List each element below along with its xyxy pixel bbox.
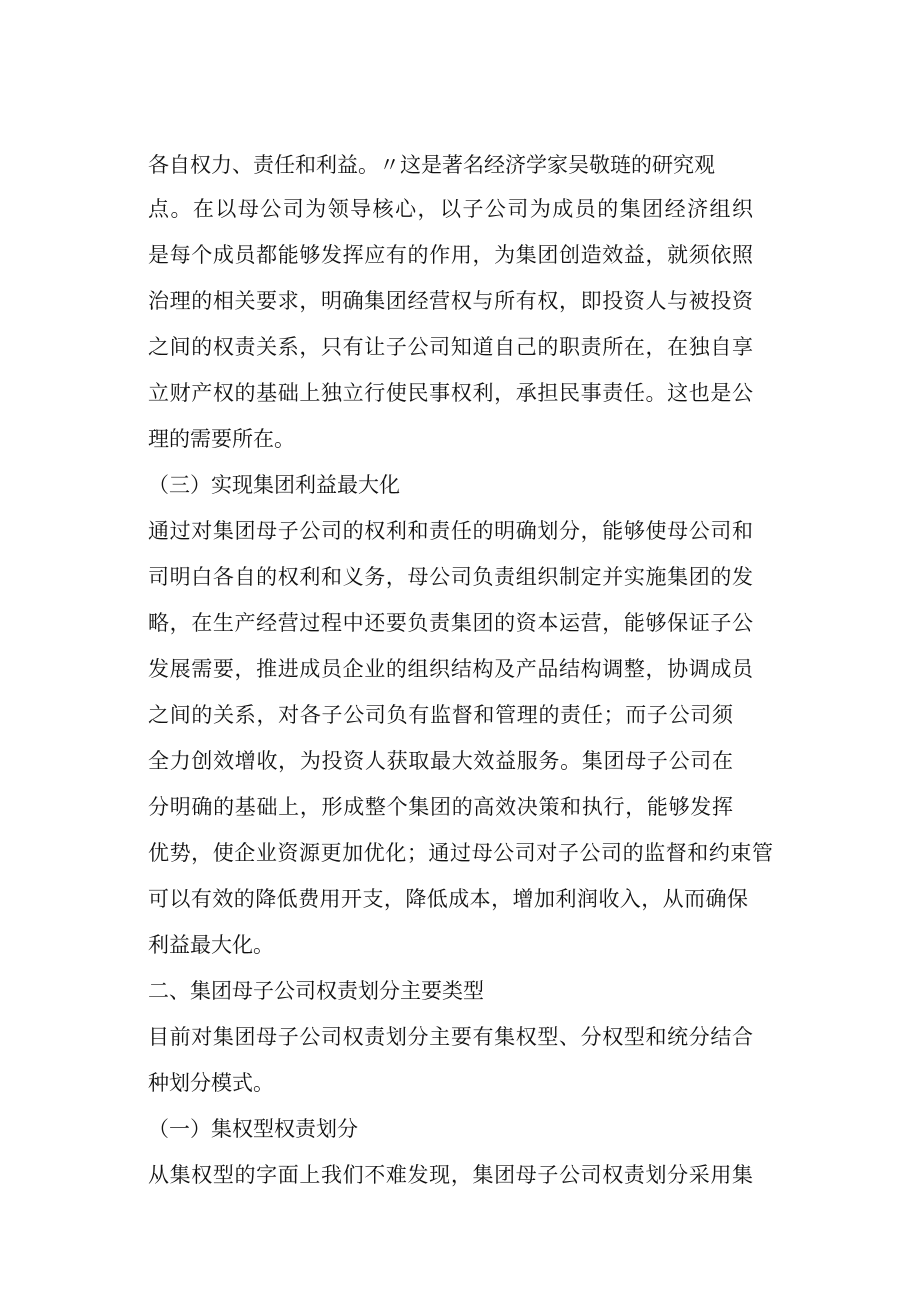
text-line-1: 各自权力、责任和利益。〃这是著名经济学家吴敬琏的研究观: [148, 153, 715, 177]
text-line-12: 发展需要，推进成员企业的组织结构及产品结构调整，协调成员: [148, 657, 753, 681]
text-line-10: 司明白各自的权利和义务，母公司负责组织制定并实施集团的发: [148, 565, 753, 589]
text-line-11: 略，在生产经营过程中还要负责集团的资本运营，能够保证子公: [148, 611, 753, 635]
section-heading-1: （一）集权型权责划分: [148, 1117, 358, 1141]
text-line-13: 之间的关系，对各子公司负有监督和管理的责任；而子公司须: [148, 703, 733, 727]
text-line-21: 种划分模式。: [148, 1071, 274, 1095]
text-line-20: 目前对集团母子公司权责划分主要有集权型、分权型和统分结合: [148, 1025, 753, 1049]
text-line-6: 立财产权的基础上独立行使民事权利，承担民事责任。这也是公: [148, 381, 753, 405]
section-heading-2: 二、集团母子公司权责划分主要类型: [148, 979, 484, 1003]
text-line-15: 分明确的基础上，形成整个集团的高效决策和执行，能够发挥: [148, 795, 733, 819]
text-line-3: 是每个成员都能够发挥应有的作用，为集团创造效益，就须依照: [148, 243, 753, 267]
text-line-18: 利益最大化。: [148, 933, 274, 957]
text-line-4: 治理的相关要求，明确集团经营权与所有权，即投资人与被投资: [148, 289, 753, 313]
text-line-14: 全力创效增收，为投资人获取最大效益服务。集团母子公司在: [148, 749, 733, 773]
text-line-23: 从集权型的字面上我们不难发现，集团母子公司权责划分采用集: [148, 1163, 753, 1187]
section-heading-3: （三）实现集团利益最大化: [148, 473, 400, 497]
text-line-17: 可以有效的降低费用开支，降低成本，增加利润收入，从而确保: [148, 887, 748, 911]
text-line-9: 通过对集团母子公司的权利和责任的明确划分，能够使母公司和: [148, 519, 753, 543]
text-line-16: 优势，使企业资源更加优化；通过母公司对子公司的监督和约束管: [148, 841, 773, 865]
text-line-2: 点。在以母公司为领导核心，以子公司为成员的集团经济组织: [148, 197, 753, 221]
text-line-5: 之间的权责关系，只有让子公司知道自己的职责所在，在独自享: [148, 335, 753, 359]
text-line-7: 理的需要所在。: [148, 427, 295, 451]
